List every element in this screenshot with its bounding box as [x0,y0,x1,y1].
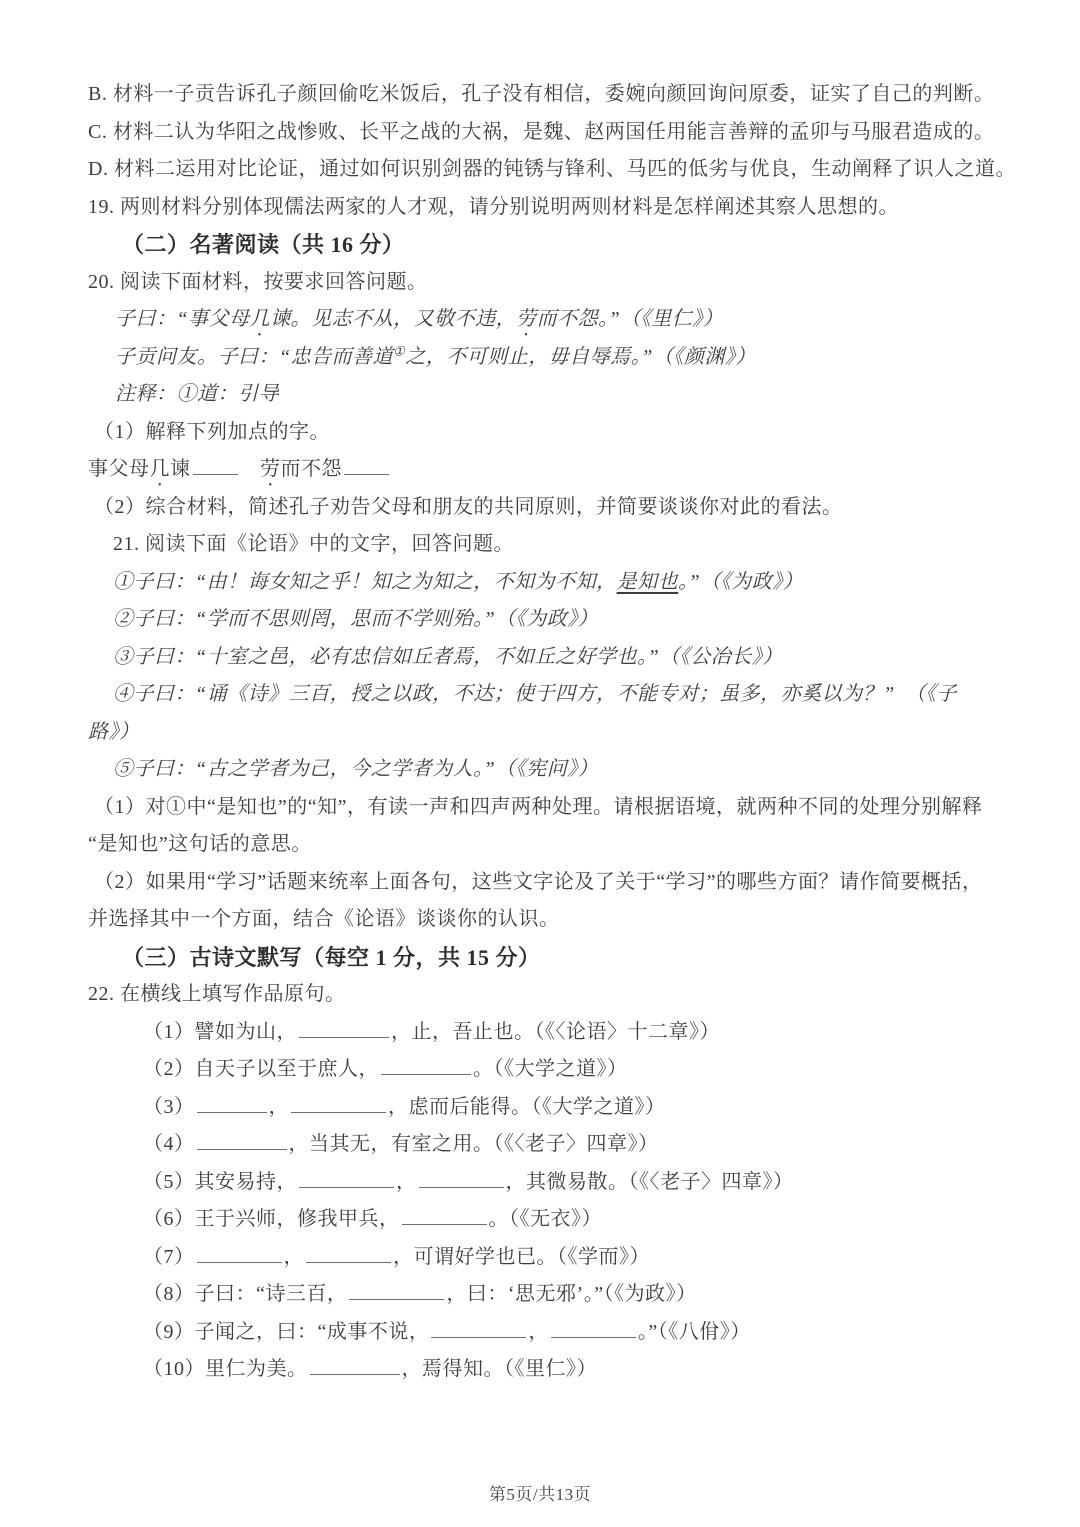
text-segment: （6）王于兴师，修我甲兵， [143,1208,400,1230]
text-segment: 22. 在横线上填写作品原句。 [88,983,346,1005]
q21-sub1 [88,789,992,827]
dictation-item-8 [88,1276,992,1314]
text-segment: 之，不可则止，毋自辱焉。”（《颜渊》） [405,345,756,368]
analect-5 [88,751,992,789]
text-segment: 。（《无衣》） [488,1208,602,1230]
answer-blank [299,1017,389,1038]
text-segment: （1）解释下列加点的字。 [94,420,330,443]
text-segment: 而不怨 [280,458,342,480]
q20-fill-line [88,451,992,489]
text-segment: 21. 阅读下面《论语》中的文字，回答问题。 [113,533,514,555]
answer-blank [197,1242,282,1263]
dictation-item-2 [88,1051,992,1089]
text-segment: （2）如果用“学习”话题来统率上面各句，这些文字论及了关于“学习”的哪些方面？请作简要概括， [94,870,983,893]
dictation-item-4 [88,1126,992,1164]
text-segment: （2）自天子以至于庶人， [143,1058,379,1080]
text-segment: 。”（《八佾》） [637,1320,751,1343]
text-segment: （10）里仁为美。 [143,1358,308,1380]
answer-blank [551,1317,636,1338]
text-segment: ，虑而后能得。（《大学之道》） [388,1095,666,1118]
text-segment: ， [396,1170,417,1193]
dictation-item-7 [88,1239,992,1277]
analect-2 [88,601,992,639]
text-segment: 子曰：“事父母 [115,308,250,330]
text-segment: 20. 阅读下面材料，按要求回答问题。 [88,270,428,293]
text-segment: （4） [143,1133,195,1155]
text-segment [240,458,261,480]
emphasized-char: 劳 [516,308,537,330]
text-segment: （1）对①中“是知也”的“知”，有读一声和四声两种处理。请根据语境，就两种不同的处理分别解释 [94,795,983,818]
q21-sub2-cont [88,901,992,939]
text-segment: ，焉得知。（《里仁》） [401,1358,597,1380]
q20-sub2 [88,489,992,527]
question-20 [88,264,992,302]
page-footer: 第5页/共13页 [488,1485,592,1504]
text-segment: （1）譬如为山， [143,1020,297,1043]
answer-blank [291,1092,386,1113]
text-segment: ③子曰：“十室之邑，必有忠信如丘者焉，不如丘之好学也。”（《公冶长》） [113,645,783,668]
text-segment: ， [528,1320,549,1343]
emphasized-char: 劳 [260,458,281,480]
text-segment: ⑤子曰：“古之学者为己，今之学者为人。”（《宪问》） [113,758,599,780]
text-segment: C. 材料二认为华阳之战惨败、长平之战的大祸，是魏、赵两国任用能言善辩的孟卯与马服君造成的。 [88,120,995,143]
text-segment: （二）名著阅读（共 16 分） [122,232,405,257]
text-segment: ，当其无，有室之用。（《〈老子〉四章》） [288,1133,659,1155]
quote-liren [88,301,992,339]
emphasized-char: 几 [149,458,170,480]
text-segment: （9）子闻之，曰：“成事不说， [143,1320,430,1343]
answer-blank [349,1279,444,1300]
text-segment: ④子曰：“诵《诗》三百，授之以政，不达；使于四方，不能专对；虽多，亦奚以为？” （《子 [113,683,957,705]
dictation-item-9 [88,1314,992,1352]
text-segment: ②子曰：“学而不思则罔，思而不学则殆。”（《为政》） [113,608,599,630]
text-segment: 并选择其中一个方面，结合《论语》谈谈你的认识。 [88,908,560,930]
text-segment: ①子曰：“由！诲女知之乎！知之为知之，不知为不知， [113,570,617,593]
q21-sub1-cont [88,826,992,864]
text-segment: （5）其安易持， [143,1170,297,1193]
text-segment: ， [268,1095,289,1118]
text-segment: ，止，吾止也。（《〈论语〉十二章》） [391,1020,720,1043]
answer-blank [419,1167,504,1188]
q21-sub2 [88,864,992,902]
text-segment: 谏。见志不从，又敬不违， [270,308,517,330]
dictation-item-3 [88,1089,992,1127]
section-3-header [88,939,992,977]
text-segment: ，可谓好学也已。（《学而》） [393,1245,650,1268]
answer-blank [431,1317,526,1338]
analect-4-cont [88,714,992,752]
answer-blank [306,1242,391,1263]
section-2-header [88,226,992,264]
answer-blank [402,1204,487,1225]
text-segment: 谏 [170,458,191,480]
dictation-item-10 [88,1351,992,1389]
text-segment: ，其微易散。（《〈老子〉四章》） [505,1170,794,1193]
choice-d [88,151,1016,189]
text-segment: 。（《大学之道》） [473,1058,628,1080]
text-segment: 而不怨。”（《里仁》） [536,308,724,330]
question-19 [88,189,992,227]
analect-3 [88,639,992,677]
dictation-item-5 [88,1164,992,1202]
analect-4 [88,676,992,714]
text-segment: （7） [143,1245,195,1268]
choice-c [88,114,995,152]
text-segment: （3） [143,1095,195,1118]
text-segment: 事父母 [88,458,150,480]
footnote-marker: ① [393,342,406,358]
quote-yanyuan [88,339,992,377]
answer-blank [344,454,389,475]
answer-blank [381,1054,471,1075]
question-22 [88,976,992,1014]
text-segment: （三）古诗文默写（每空 1 分，共 15 分） [122,944,541,970]
text-segment: （8）子曰：“诗三百， [143,1283,348,1305]
emphasized-char: 几 [249,308,271,330]
answer-blank [310,1354,400,1375]
text-segment: 。”（《为政》） [678,570,804,593]
dictation-item-6 [88,1201,992,1239]
text-segment: （2）综合材料，简述孔子劝告父母和朋友的共同原则，并简要谈谈你对此的看法。 [94,495,843,518]
text-segment: “是知也”这句话的意思。 [88,833,312,855]
note-line [88,376,992,414]
exam-page-body [88,76,1016,1389]
q20-sub1 [88,414,992,452]
text-segment: 19. 两则材料分别体现儒法两家的人才观，请分别说明两则材料是怎样阐述其察人思想的。 [88,195,899,218]
text-segment: D. 材料二运用对比论证，通过如何识别剑器的钝锈与锋利、马匹的低劣与优良，生动阐释了识人之道。 [88,158,1016,180]
text-segment: B. 材料一子贡告诉孔子颜回偷吃米饭后，孔子没有相信，委婉向颜回询问原委，证实了自己的判断。 [88,83,995,105]
text-segment: ，曰：‘思无邪’。”（《为政》） [446,1283,697,1305]
text-segment: 注释：①道：引导 [115,383,279,405]
question-21 [88,526,992,564]
underlined-phrase: 是知也 [616,570,679,593]
dictation-item-1 [88,1014,992,1052]
choice-b [88,76,995,114]
text-segment: 路》） [88,720,140,743]
text-segment: 子贡问友。子曰：“忠告而善道 [115,345,394,368]
answer-blank [193,454,238,475]
text-segment: ， [283,1245,304,1268]
answer-blank [299,1167,394,1188]
answer-blank [197,1092,267,1113]
analect-1 [88,564,992,602]
answer-blank [197,1129,287,1150]
